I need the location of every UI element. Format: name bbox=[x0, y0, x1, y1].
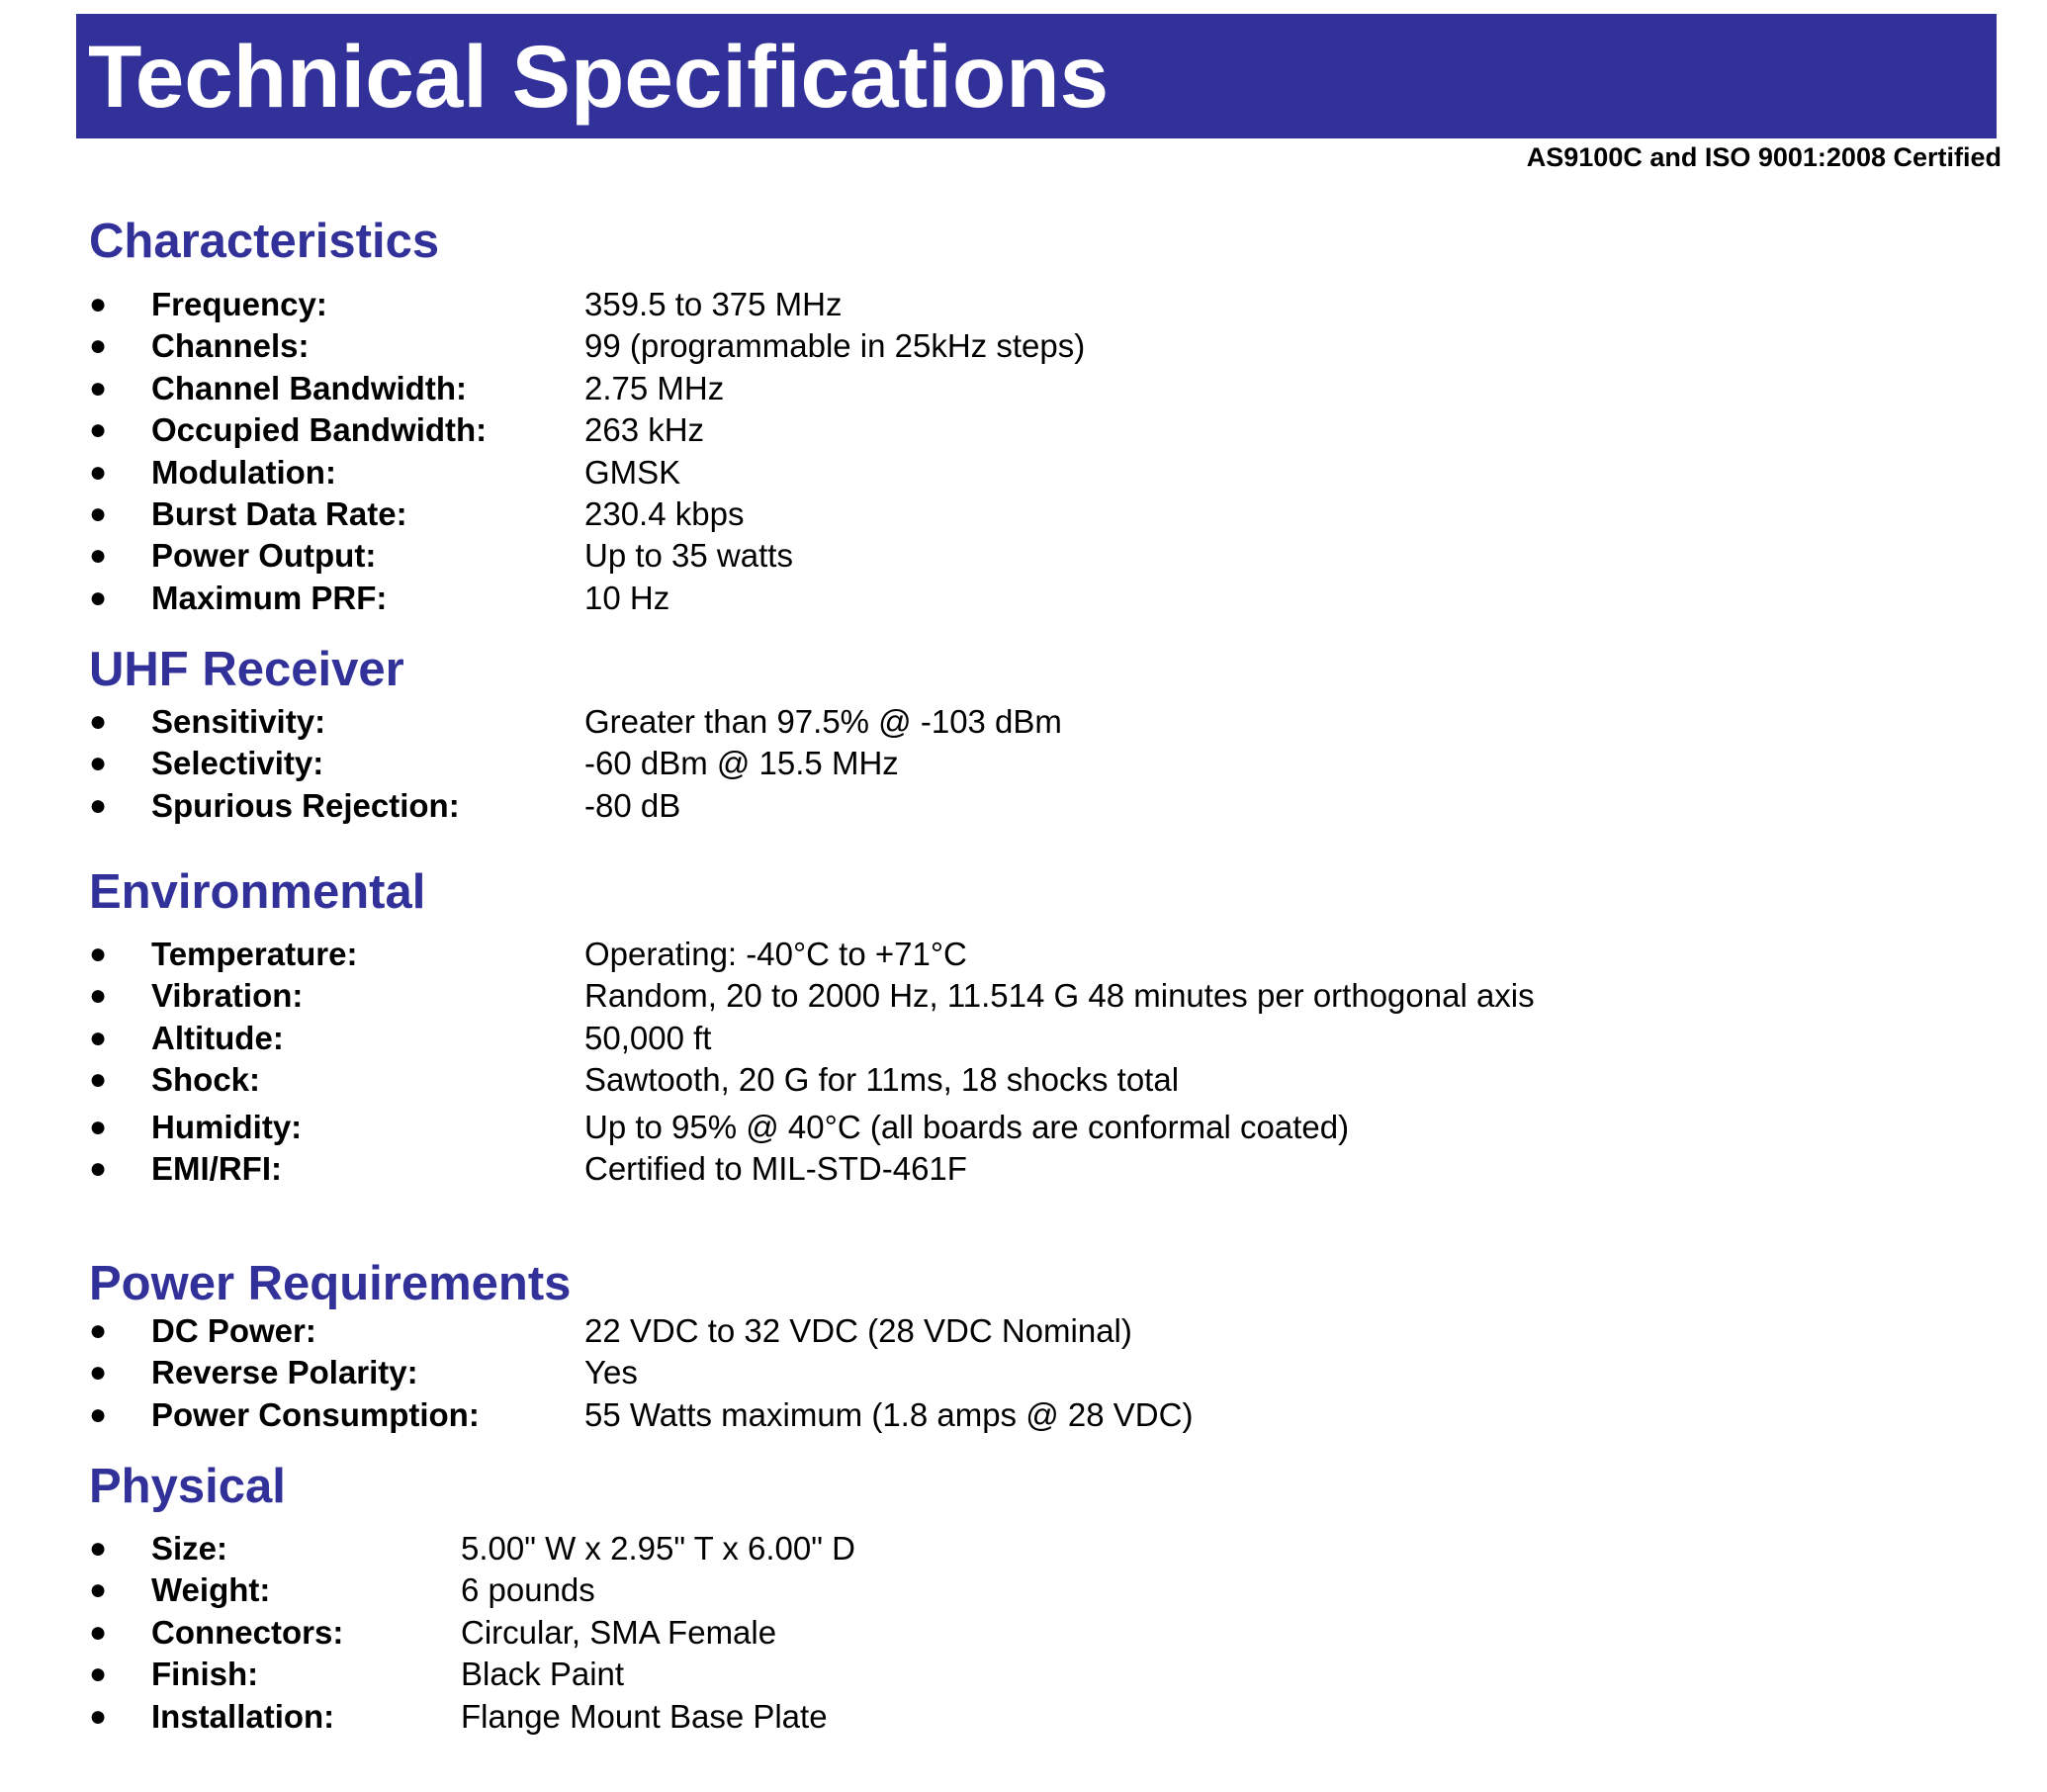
bullet-icon: ● bbox=[89, 1063, 108, 1097]
spec-dc-power: ● DC Power: 22 VDC to 32 VDC (28 VDC Nominal) bbox=[0, 1310, 1978, 1352]
bullet-icon: ● bbox=[89, 1699, 108, 1733]
bullet-icon: ● bbox=[89, 581, 108, 614]
bullet-icon: ● bbox=[89, 455, 108, 489]
spec-modulation: ● Modulation: GMSK bbox=[0, 452, 1978, 493]
list-environmental bbox=[0, 934, 1978, 1190]
bullet-icon: ● bbox=[89, 1356, 108, 1389]
spec-finish: ● Finish: Black Paint bbox=[0, 1654, 1978, 1695]
bullet-icon: ● bbox=[89, 1615, 108, 1649]
spec-frequency: ● Frequency: 359.5 to 375 MHz bbox=[0, 284, 1978, 325]
spec-shock: ● Shock: Sawtooth, 20 G for 11ms, 18 shocks total bbox=[0, 1059, 1978, 1101]
spec-channels: ● Channels: 99 (programmable in 25kHz steps) bbox=[0, 325, 1978, 367]
bullet-icon: ● bbox=[89, 1314, 108, 1347]
bullet-icon: ● bbox=[89, 371, 108, 404]
bullet-icon: ● bbox=[89, 496, 108, 530]
bullet-icon: ● bbox=[89, 1573, 108, 1607]
spec-vibration: ● Vibration: Random, 20 to 2000 Hz, 11.514 G 48 minutes per orthogonal axis bbox=[0, 975, 1978, 1017]
bullet-icon: ● bbox=[89, 288, 108, 320]
spec-power-consumption: ● Power Consumption: 55 Watts maximum (1.8 amps @ 28 VDC) bbox=[0, 1394, 1978, 1436]
bullet-icon: ● bbox=[89, 413, 108, 447]
list-power-requirements bbox=[0, 1310, 1978, 1436]
heading-uhf-receiver: UHF Receiver bbox=[89, 643, 404, 696]
spec-temperature: ● Temperature: Operating: -40°C to +71°C bbox=[0, 934, 1978, 975]
spec-weight: ● Weight: 6 pounds bbox=[0, 1569, 1978, 1611]
spec-size: ● Size: 5.00" W x 2.95" T x 6.00" D bbox=[0, 1528, 1978, 1569]
page-title: Technical Specifications bbox=[88, 27, 1110, 126]
certification-note: AS9100C and ISO 9001:2008 Certified bbox=[1526, 142, 2002, 172]
title-banner bbox=[76, 14, 1997, 138]
heading-physical: Physical bbox=[89, 1460, 286, 1513]
list-characteristics bbox=[0, 284, 1978, 619]
spec-sensitivity: ● Sensitivity: Greater than 97.5% @ -103 dBm bbox=[0, 701, 1978, 743]
spec-reverse-polarity: ● Reverse Polarity: Yes bbox=[0, 1352, 1978, 1393]
bullet-icon: ● bbox=[89, 329, 108, 363]
list-uhf-receiver bbox=[0, 701, 1978, 827]
bullet-icon: ● bbox=[89, 705, 108, 738]
bullet-icon: ● bbox=[89, 747, 108, 780]
bullet-icon: ● bbox=[89, 1397, 108, 1431]
list-physical bbox=[0, 1528, 1978, 1738]
bullet-icon: ● bbox=[89, 1021, 108, 1054]
spec-power-output: ● Power Output: Up to 35 watts bbox=[0, 535, 1978, 577]
spec-humidity: ● Humidity: Up to 95% @ 40°C (all boards are conformal coated) bbox=[0, 1107, 1978, 1148]
spec-altitude: ● Altitude: 50,000 ft bbox=[0, 1018, 1978, 1059]
bullet-icon: ● bbox=[89, 1110, 108, 1143]
spec-spurious-rejection: ● Spurious Rejection: -80 dB bbox=[0, 785, 1978, 827]
heading-power-requirements: Power Requirements bbox=[89, 1257, 572, 1310]
spec-connectors: ● Connectors: Circular, SMA Female bbox=[0, 1612, 1978, 1654]
spec-emi-rfi: ● EMI/RFI: Certified to MIL-STD-461F bbox=[0, 1148, 1978, 1190]
bullet-icon: ● bbox=[89, 1532, 108, 1565]
bullet-icon: ● bbox=[89, 938, 108, 970]
bullet-icon: ● bbox=[89, 1658, 108, 1691]
heading-environmental: Environmental bbox=[89, 865, 426, 919]
spec-selectivity: ● Selectivity: -60 dBm @ 15.5 MHz bbox=[0, 743, 1978, 784]
spec-burst-data-rate: ● Burst Data Rate: 230.4 kbps bbox=[0, 493, 1978, 535]
spec-maximum-prf: ● Maximum PRF: 10 Hz bbox=[0, 578, 1978, 619]
bullet-icon: ● bbox=[89, 539, 108, 573]
heading-characteristics: Characteristics bbox=[89, 215, 440, 268]
spec-occupied-bandwidth: ● Occupied Bandwidth: 263 kHz bbox=[0, 409, 1978, 451]
spec-channel-bandwidth: ● Channel Bandwidth: 2.75 MHz bbox=[0, 368, 1978, 409]
spec-installation: ● Installation: Flange Mount Base Plate bbox=[0, 1696, 1978, 1738]
bullet-icon: ● bbox=[89, 979, 108, 1013]
bullet-icon: ● bbox=[89, 1151, 108, 1185]
bullet-icon: ● bbox=[89, 788, 108, 822]
